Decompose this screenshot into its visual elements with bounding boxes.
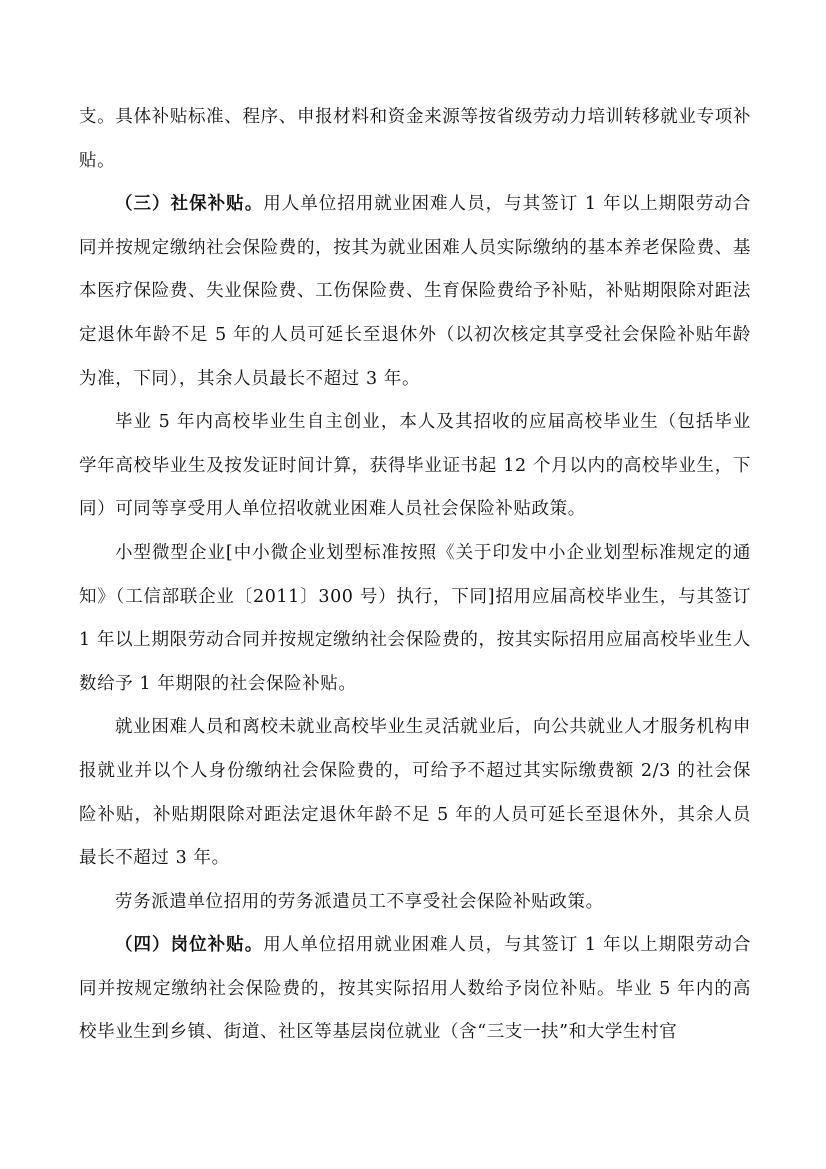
paragraph-flexible-employment: 就业困难人员和离校未就业高校毕业生灵活就业后，向公共就业人才服务机构申报就业并以个人身份缴纳社会保险费的，可给予不超过其实际缴费额 2/3 的社会保险补贴，补贴期限除对距法定退休年龄不足 5 年的人员可延长至退休外，其余人员最长不超过 3 年。 xyxy=(79,717,751,869)
section-heading-social-insurance: （三）社保补贴。 xyxy=(115,194,264,215)
section-body-social-insurance: 用人单位招用就业困难人员，与其签订 1 年以上期限劳动合同并按规定缴纳社会保险费的，按其为就业困难人员实际缴纳的基本养老保险费、基本医疗保险费、失业保险费、工伤保险费、生育保险费给予补贴，补贴期限除对距法定退休年龄不足 5 年的人员可延长至退休外（以初次核定其享受社会保险补贴年龄为准，下同），其余人员最长不超过 3 年。 xyxy=(79,194,751,389)
paragraph-continuation: 支。具体补贴标准、程序、申报材料和资金来源等按省级劳动力培训转移就业专项补贴。 xyxy=(79,107,751,171)
paragraph-small-enterprise: 小型微型企业[中小微企业划型标准按照《关于印发中小企业划型标准规定的通知》（工信部联企业〔2011〕300 号）执行，下同]招用应届高校毕业生，与其签订 1 年以上期限劳动合同并按规定缴纳社会保险费的，按其实际招用应届高校毕业生人数给予 1 年期限的社会保险补贴。 xyxy=(79,542,751,694)
paragraph-labor-dispatch: 劳务派遣单位招用的劳务派遣员工不享受社会保险补贴政策。 xyxy=(115,891,604,912)
section-heading-post-subsidy: （四）岗位补贴。 xyxy=(115,935,264,956)
section-body-post-subsidy: 用人单位招用就业困难人员，与其签订 1 年以上期限劳动合同并按规定缴纳社会保险费的，按其实际招用人数给予岗位补贴。毕业 5 年内的高校毕业生到乡镇、街道、社区等基层岗位就业（含“三支一扶”和大学生村官 xyxy=(79,935,751,1043)
paragraph-post-subsidy xyxy=(79,924,751,1055)
paragraph-social-insurance-subsidy xyxy=(79,183,751,401)
paragraph-graduates: 毕业 5 年内高校毕业生自主创业，本人及其招收的应届高校毕业生（包括毕业学年高校毕业生及按发证时间计算，获得毕业证书起 12 个月以内的高校毕业生，下同）可同等享受用人单位招收就业困难人员社会保险补贴政策。 xyxy=(79,412,751,520)
document-page xyxy=(79,96,751,1055)
